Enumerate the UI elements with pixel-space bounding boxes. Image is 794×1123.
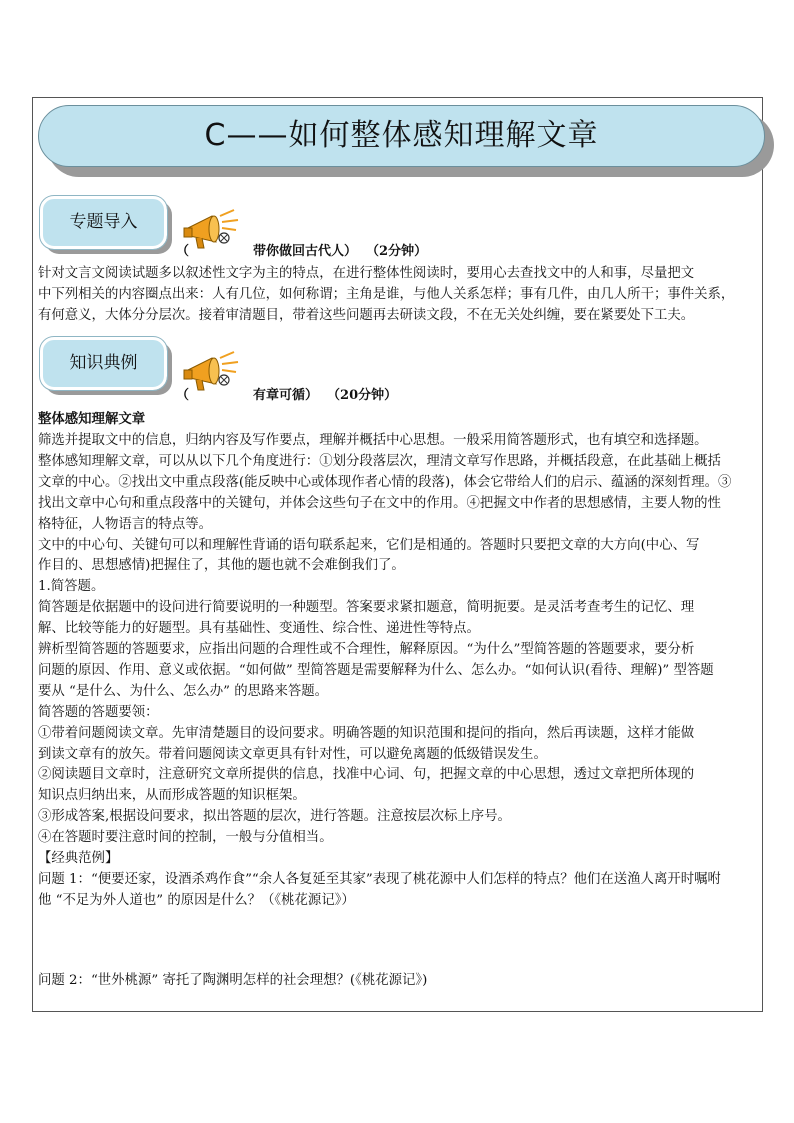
body-line: 问题 1：“便要还家，设酒杀鸡作食”“余人各复延至其家”表现了桃花源中人们怎样的特点？他们在送渔人离开时嘱咐 (38, 871, 721, 887)
body-line: 知识点归纳出来，从而形成答题的知识框架。 (38, 788, 306, 804)
section-heading: 整体感知理解文章 (38, 411, 146, 427)
section2-subtitle: 有章可循） （20分钟） (253, 388, 398, 403)
section1-subtitle-open: （ (176, 244, 190, 259)
section2-subtitle-open: （ (176, 388, 190, 403)
section2-label: 知识典例 (40, 337, 167, 390)
body-line: 他 “不足为外人道也” 的原因是什么？（《桃花源记》） (38, 892, 355, 908)
body-line: 找出文章中心句和重点段落中的关键句，并体会这些句子在文中的作用。④把握文中作者的思想感情，主要人物的性 (38, 495, 721, 511)
body-line: 问题的原因、作用、意义或依据。“如何做” 型简答题是需要解释为什么、怎么办。“如何认识(看待、理解)” 型答题 (38, 662, 714, 678)
body-line: 文章的中心。②找出文中重点段落(能反映中心或体现作者心情的段落)，体会它带给人们的启示、蕴涵的深刻哲理。③ (38, 474, 732, 490)
body-line: ④在答题时要注意时间的控制，一般与分值相当。 (38, 830, 333, 846)
body-line: 格特征，人物语言的特点等。 (38, 516, 213, 532)
body-line: 解、比较等能力的好题型。具有基础性、变通性、综合性、递进性等特点。 (38, 621, 480, 637)
body-line: 整体感知理解文章，可以从以下几个角度进行：①划分段落层次，理清文章写作思路，并概括段意，在此基础上概括 (38, 453, 721, 469)
body-line: 1.简答题。 (38, 579, 105, 595)
body-line: 要从 “是什么、为什么、怎么办” 的思路来答题。 (38, 683, 329, 699)
body-line: 辨析型简答题的答题要求，应指出问题的合理性或不合理性，解释原因。“为什么”型简答题的答题要求，要分析 (38, 642, 695, 657)
body-line: ②阅读题目文章时，注意研究文章所提供的信息，找准中心词、句，把握文章的中心思想，透过文章把所体现的 (38, 767, 695, 783)
body-line: 到读文章有的放矢。带着问题阅读文章更具有针对性，可以避免离题的低级错误发生。 (38, 746, 547, 762)
page-title: C——如何整体感知理解文章 (204, 118, 599, 153)
body-line: 作目的、思想感情)把握住了，其他的题也就不会难倒我们了。 (38, 558, 405, 574)
body-line: 筛选并提取文中的信息，归纳内容及写作要点，理解并概括中心思想。一般采用简答题形式，也有填空和选择题。 (38, 433, 708, 448)
body-line: 【经典范例】 (38, 851, 119, 866)
section1-subtitle: 带你做回古代人） （2分钟） (253, 244, 428, 259)
question-2: 问题 2：“世外桃源” 寄托了陶渊明怎样的社会理想？(《桃花源记》) (38, 973, 428, 988)
section1-label: 专题导入 (40, 196, 167, 249)
body-line: ③形成答案,根据设问要求，拟出答题的层次，进行答题。注意按层次标上序号。 (38, 809, 511, 825)
intro-line: 针对文言文阅读试题多以叙述性文字为主的特点，在进行整体性阅读时，要用心去查找文中的人和事，尽量把文 (38, 266, 695, 281)
body-line: ①带着问题阅读文章。先审清楚题目的设问要求。明确答题的知识范围和提问的指向，然后再读题，这样才能做 (38, 725, 695, 741)
intro-line: 有何意义，大体分分层次。接着审清题目，带着这些问题再去研读文段，不在无关处纠缠，要在紧要处下工夫。 (38, 308, 695, 323)
body-line: 简答题是依据题中的设问进行简要说明的一种题型。答案要求紧扣题意，简明扼要。是灵活考查考生的记忆、理 (38, 600, 695, 616)
body-line: 简答题的答题要领： (38, 704, 159, 720)
body-line: 文中的中心句、关键句可以和理解性背诵的语句联系起来，它们是相通的。答题时只要把文章的大方向(中心、写 (38, 537, 700, 553)
intro-line: 中下列相关的内容圈点出来：人有几位，如何称谓；主角是谁，与他人关系怎样；事有几件，由几人所干；事件关系， (38, 287, 735, 302)
